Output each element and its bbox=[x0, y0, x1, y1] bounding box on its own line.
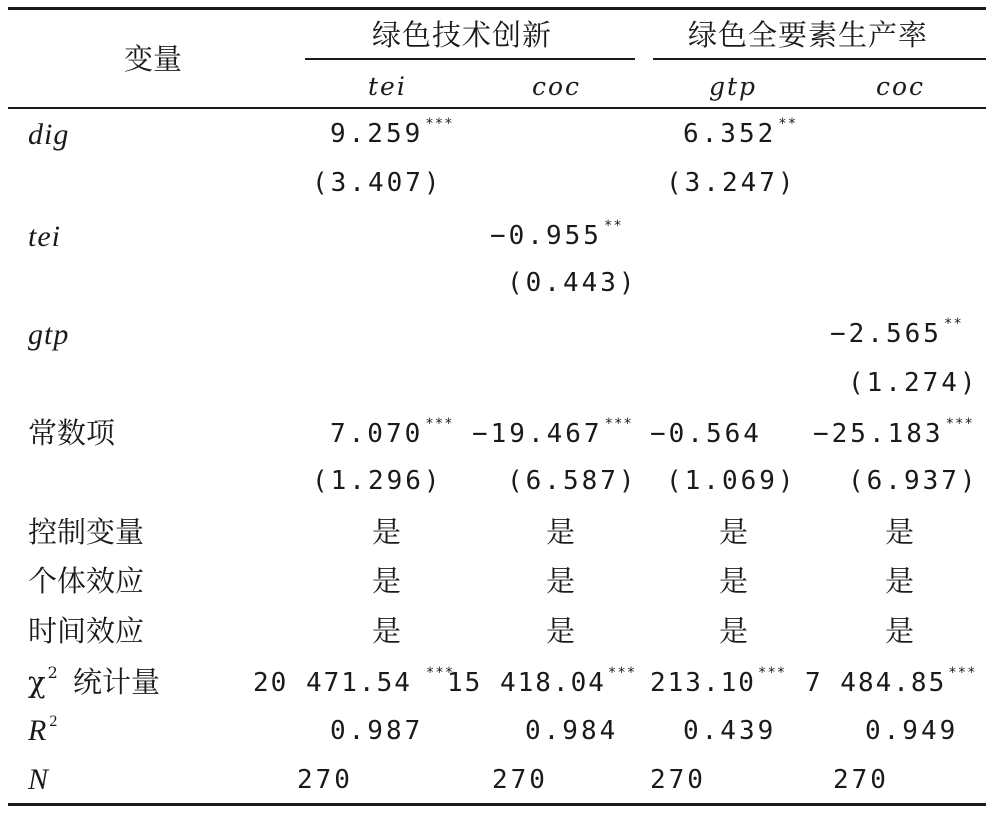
gtp-col4-coef: −2.565 ** bbox=[830, 316, 963, 349]
row-label-time-effects: 时间效应 bbox=[28, 614, 145, 648]
subheader-col3: gtp bbox=[709, 72, 758, 101]
row-label-individual-effects: 个体效应 bbox=[28, 564, 145, 598]
chi2-col4: 7 484.85 *** bbox=[805, 665, 977, 698]
tei-col2-coef: −0.955 ** bbox=[490, 218, 623, 251]
group1-underline bbox=[305, 58, 635, 60]
dig-col3-coef: 6.352 ** bbox=[683, 116, 798, 149]
group2-underline bbox=[653, 58, 986, 60]
n-col2: 270 bbox=[492, 765, 548, 795]
const-col2-coef: −19.467 *** bbox=[472, 416, 633, 449]
r2-col2: 0.984 bbox=[525, 716, 619, 746]
row-label-r2: R $^2$ bbox=[28, 713, 59, 747]
row-label-constant: 常数项 bbox=[28, 416, 116, 450]
row-label-chi2 bbox=[28, 663, 160, 699]
const-col2-se: (6.587) bbox=[507, 466, 638, 496]
const-col1-se: (1.296) bbox=[312, 466, 443, 496]
const-col1-coef: 7.070 *** bbox=[330, 416, 454, 449]
r2-col4: 0.949 bbox=[865, 716, 959, 746]
individual-col3: 是 bbox=[719, 564, 749, 598]
const-col3-coef: −0.564 bbox=[650, 419, 762, 449]
row-label-dig: dig bbox=[28, 118, 70, 151]
n-col4: 270 bbox=[833, 765, 889, 795]
controls-col1: 是 bbox=[372, 515, 402, 549]
r2-col1: 0.987 bbox=[330, 716, 424, 746]
row-label-gtp: gtp bbox=[28, 318, 70, 351]
time-col2: 是 bbox=[546, 614, 576, 648]
const-col4-se: (6.937) bbox=[848, 466, 979, 496]
dig-col1-se: (3.407) bbox=[312, 168, 443, 198]
chi-symbol: χ bbox=[28, 665, 46, 699]
top-rule bbox=[8, 7, 986, 10]
chi2-col3: 213.10 *** bbox=[650, 665, 787, 698]
gtp-col4-se: (1.274) bbox=[848, 368, 979, 398]
row-label-tei: tei bbox=[28, 220, 61, 253]
header-variable: 变量 bbox=[124, 42, 183, 76]
n-col1: 270 bbox=[297, 765, 353, 795]
controls-col2: 是 bbox=[546, 515, 576, 549]
chi2-label-text: 统计量 bbox=[72, 665, 160, 699]
chi2-col1: 20 471.54 *** bbox=[253, 665, 455, 698]
subheader-col2: coc bbox=[532, 72, 582, 101]
header-group-green-tfp: 绿色全要素生产率 bbox=[688, 18, 929, 52]
chi2-col2: 15 418.04 *** bbox=[447, 665, 637, 698]
row-label-n: N bbox=[28, 763, 50, 796]
const-col3-se: (1.069) bbox=[666, 466, 797, 496]
individual-col1: 是 bbox=[372, 564, 402, 598]
dig-col1-coef: 9.259 *** bbox=[330, 116, 454, 149]
time-col1: 是 bbox=[372, 614, 402, 648]
chi-power: 2 bbox=[47, 663, 58, 682]
dig-col3-se: (3.247) bbox=[666, 168, 797, 198]
time-col3: 是 bbox=[719, 614, 749, 648]
time-col4: 是 bbox=[885, 614, 915, 648]
individual-col4: 是 bbox=[885, 564, 915, 598]
r2-col3: 0.439 bbox=[683, 716, 777, 746]
subheader-col4: coc bbox=[876, 72, 926, 101]
individual-col2: 是 bbox=[546, 564, 576, 598]
controls-col3: 是 bbox=[719, 515, 749, 549]
n-col3: 270 bbox=[650, 765, 706, 795]
header-group-green-tech-innovation: 绿色技术创新 bbox=[372, 18, 553, 52]
row-label-controls: 控制变量 bbox=[28, 515, 145, 549]
bottom-rule bbox=[8, 803, 986, 806]
controls-col4: 是 bbox=[885, 515, 915, 549]
subheader-col1: tei bbox=[368, 72, 407, 101]
const-col4-coef: −25.183 *** bbox=[813, 416, 974, 449]
header-rule bbox=[8, 107, 986, 109]
tei-col2-se: (0.443) bbox=[507, 268, 638, 298]
